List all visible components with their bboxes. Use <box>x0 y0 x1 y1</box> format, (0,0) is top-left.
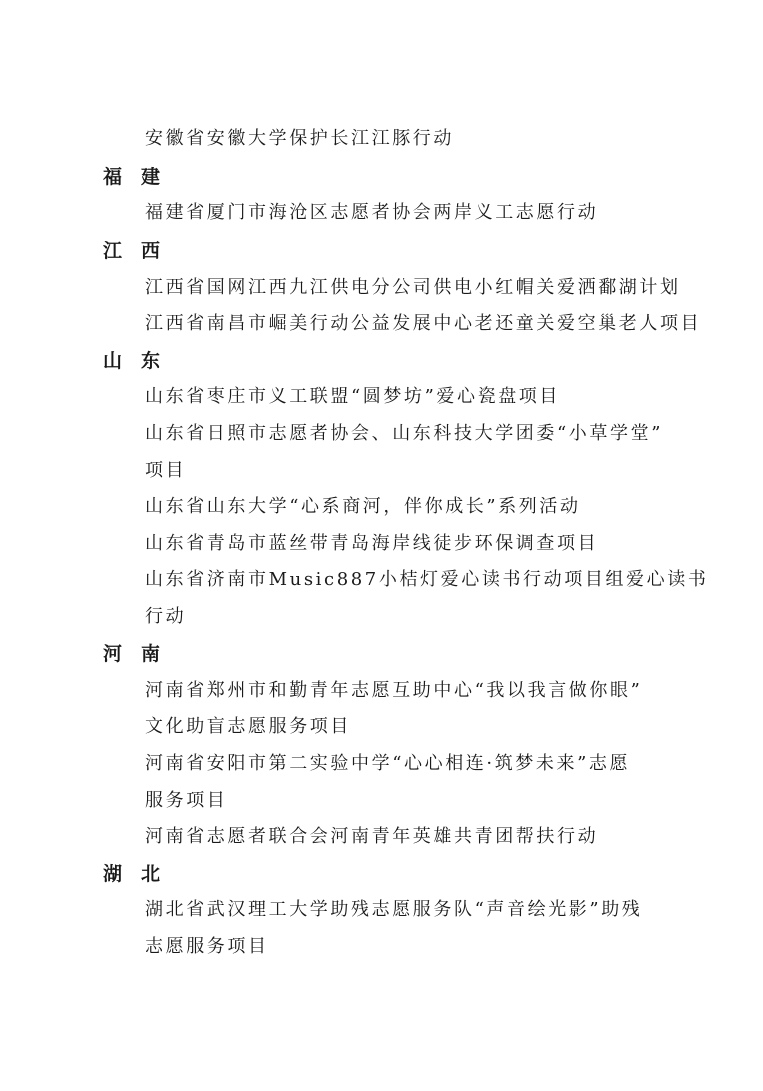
list-item: 江西省国网江西九江供电分公司供电小红帽关爱洒鄱湖计划 <box>145 277 681 298</box>
list-item: 河南省志愿者联合会河南青年英雄共青团帮扶行动 <box>145 826 599 847</box>
list-item: 江西省南昌市崛美行动公益发展中心老还童关爱空巢老人项目 <box>145 313 702 334</box>
list-item-continuation: 文化助盲志愿服务项目 <box>145 716 351 737</box>
list-item: 河南省安阳市第二实验中学“心心相连·筑梦未来”志愿 <box>145 753 631 774</box>
list-item: 湖北省武汉理工大学助残志愿服务队“声音绘光影”助残 <box>145 899 643 920</box>
province-heading-jiangxi: 江 西 <box>103 240 161 262</box>
province-heading-henan: 河 南 <box>103 643 161 665</box>
province-heading-shandong: 山 东 <box>103 350 161 372</box>
list-item: 山东省枣庄市义工联盟“圆梦坊”爱心瓷盘项目 <box>145 386 561 407</box>
list-item-continuation: 行动 <box>145 606 187 627</box>
list-item: 安徽省安徽大学保护长江江豚行动 <box>145 128 454 149</box>
list-item-continuation: 志愿服务项目 <box>145 936 269 957</box>
list-item: 山东省青岛市蓝丝带青岛海岸线徒步环保调查项目 <box>145 533 599 554</box>
list-item: 河南省郑州市和勤青年志愿互助中心“我以我言做你眼” <box>145 680 643 701</box>
list-item: 山东省日照市志愿者协会、山东科技大学团委“小草学堂” <box>145 423 664 444</box>
province-heading-fujian: 福 建 <box>103 166 161 188</box>
list-item: 福建省厦门市海沧区志愿者协会两岸义工志愿行动 <box>145 202 599 223</box>
list-item-continuation: 服务项目 <box>145 790 228 811</box>
list-item: 山东省济南市Music887小桔灯爱心读书行动项目组爱心读书 <box>145 569 709 590</box>
list-item: 山东省山东大学“心系商河，伴你成长”系列活动 <box>145 496 581 517</box>
province-heading-hubei: 湖 北 <box>103 863 161 885</box>
list-item-continuation: 项目 <box>145 460 187 481</box>
